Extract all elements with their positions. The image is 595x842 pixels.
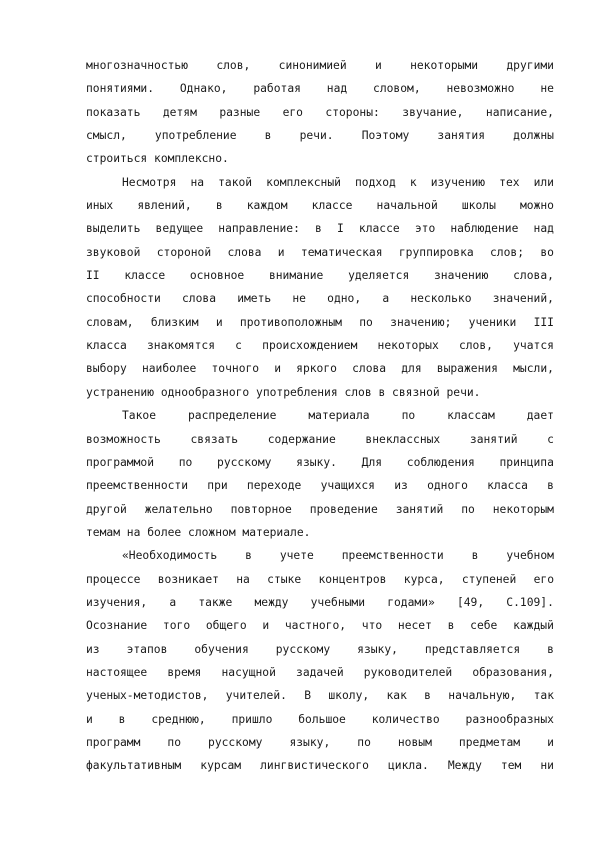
text-word: как xyxy=(386,689,407,703)
text-word: другой xyxy=(86,502,127,516)
text-word: стороны: xyxy=(325,105,380,119)
text-word: «Необходимость xyxy=(122,549,218,563)
text-word: Однако, xyxy=(179,82,228,96)
text-word: годами» xyxy=(387,595,435,609)
text-word: изучению xyxy=(430,175,486,189)
text-word: этапов xyxy=(126,642,168,656)
text-word: также xyxy=(198,595,233,609)
text-line xyxy=(86,54,554,77)
text-word: по xyxy=(357,735,371,749)
text-word: образования, xyxy=(472,665,554,679)
text-word: школу, xyxy=(328,689,370,703)
text-word: и xyxy=(274,362,282,376)
text-word: по xyxy=(401,409,416,423)
text-word: ученых-методистов, xyxy=(86,689,209,703)
text-word: Для xyxy=(361,455,383,469)
text-word: материала xyxy=(308,409,370,423)
text-word: внеклассных xyxy=(365,432,441,446)
text-word: по xyxy=(178,455,193,469)
text-line xyxy=(86,217,554,240)
text-word: разнообразных xyxy=(465,712,554,726)
text-word: тех xyxy=(499,175,520,189)
text-word: в xyxy=(315,222,322,236)
text-word: начальную, xyxy=(448,689,517,703)
text-word: III xyxy=(533,315,554,329)
text-word: словом, xyxy=(373,82,421,96)
text-word: [49, xyxy=(456,595,485,609)
text-word: одно, xyxy=(327,292,362,306)
text-word: частного, xyxy=(284,619,347,633)
text-line xyxy=(86,614,554,637)
text-word: некоторых xyxy=(377,339,439,353)
text-word: синонимией xyxy=(278,59,347,72)
text-word: должны xyxy=(513,129,554,143)
text-word: большое xyxy=(298,712,346,726)
text-word: Несмотря xyxy=(122,175,177,189)
text-line-content: темам на более сложном материале. xyxy=(86,525,311,539)
text-line xyxy=(86,287,554,310)
text-line xyxy=(86,474,554,497)
text-word: употребление xyxy=(154,129,237,143)
text-line xyxy=(86,241,554,264)
text-word: учебном xyxy=(506,549,554,563)
text-line xyxy=(86,451,554,474)
text-word: языку. xyxy=(296,455,337,469)
text-word: понятиями. xyxy=(86,82,155,96)
text-word: по xyxy=(461,502,475,516)
text-word: так xyxy=(533,689,554,703)
text-word: несколько xyxy=(410,292,472,306)
text-word: звуковой xyxy=(86,245,141,259)
text-word: учебными xyxy=(310,595,366,609)
text-word: количество xyxy=(371,712,440,726)
text-word: преемственности xyxy=(341,549,444,563)
text-word: Осознание xyxy=(86,619,148,633)
text-word: ступеней xyxy=(461,572,517,586)
text-word: уделяется xyxy=(348,269,410,283)
text-word: задачей xyxy=(296,665,344,679)
text-word: мысли, xyxy=(513,362,554,376)
text-word: противоположным xyxy=(239,315,342,329)
text-word: русскому xyxy=(208,735,263,749)
text-line xyxy=(86,428,554,451)
text-word: общего xyxy=(205,619,247,633)
text-line xyxy=(86,171,554,194)
text-word: способности xyxy=(86,292,161,306)
text-line xyxy=(86,357,554,380)
text-word: стороной xyxy=(156,245,212,259)
text-word: школы xyxy=(461,199,496,213)
text-line xyxy=(86,521,554,544)
text-word: слов; xyxy=(490,245,525,259)
text-word: направление: xyxy=(218,222,300,236)
text-word: повторное xyxy=(230,502,292,516)
text-word: себе xyxy=(470,619,498,633)
text-word: подход xyxy=(355,175,396,189)
text-word: по xyxy=(167,735,182,749)
text-word: В xyxy=(304,689,312,703)
text-word: работая xyxy=(253,82,301,96)
text-word: выделить xyxy=(86,222,141,236)
text-word: изучения, xyxy=(86,595,148,609)
text-word: тем xyxy=(500,759,522,773)
text-word: между xyxy=(254,595,289,609)
text-word: в xyxy=(447,619,455,633)
text-word: обучения xyxy=(194,642,249,656)
text-word: насущной xyxy=(221,665,276,679)
text-word: языку, xyxy=(357,642,398,656)
text-word: слов, xyxy=(458,339,493,353)
text-word: языку, xyxy=(289,735,331,749)
text-word: а xyxy=(169,595,177,609)
text-word: класса xyxy=(86,339,127,353)
text-word: на xyxy=(236,572,250,586)
text-word: в xyxy=(424,689,431,703)
text-word: слов, xyxy=(216,59,251,72)
text-word: и xyxy=(374,59,382,72)
text-word: во xyxy=(540,245,554,259)
text-word: ведущее xyxy=(155,222,204,236)
text-line xyxy=(86,311,554,334)
text-word: некоторыми xyxy=(410,59,479,72)
text-word: занятий xyxy=(395,502,444,516)
text-word: программ xyxy=(86,735,141,749)
text-word: многозначностью xyxy=(86,59,189,72)
text-word: иных xyxy=(86,199,114,213)
text-word: каждый xyxy=(513,619,554,633)
text-word: при xyxy=(207,479,228,493)
text-word: некоторым xyxy=(492,502,554,516)
text-word: его xyxy=(282,105,303,119)
text-word: слова xyxy=(227,245,262,259)
text-word: учащихся xyxy=(320,479,375,493)
text-word: слова xyxy=(352,362,387,376)
text-word: написание, xyxy=(485,105,554,119)
text-word: С.109]. xyxy=(506,595,554,609)
text-line xyxy=(86,638,554,661)
text-word: тематическая xyxy=(300,245,383,259)
text-word: наблюдение xyxy=(450,222,519,236)
text-word: настоящее xyxy=(86,665,148,679)
text-word: возможность xyxy=(86,432,161,446)
text-word: явлений, xyxy=(137,199,192,213)
text-word: показать xyxy=(86,105,141,119)
text-word: классе xyxy=(358,222,400,236)
text-line xyxy=(86,591,554,614)
text-word: речи. xyxy=(299,129,334,143)
text-word: разные xyxy=(219,105,261,119)
text-word: в xyxy=(118,712,126,726)
text-line xyxy=(86,568,554,591)
text-word: можно xyxy=(519,199,554,213)
text-word: распределение xyxy=(187,409,277,423)
text-word: такой xyxy=(218,175,253,189)
text-line-content: строиться комплексно. xyxy=(86,152,229,166)
text-word: с xyxy=(235,339,242,353)
text-word: в xyxy=(245,549,252,563)
text-word: Такое xyxy=(122,409,157,423)
text-line xyxy=(86,77,554,100)
text-word: цикла. xyxy=(388,759,429,773)
text-word: учете xyxy=(279,549,314,563)
text-word: проведение xyxy=(309,502,378,516)
text-word: в xyxy=(547,479,554,493)
text-word: невозможно xyxy=(446,82,515,96)
text-word: внимание xyxy=(268,269,324,283)
text-word: с xyxy=(547,432,554,446)
text-word: не xyxy=(540,82,554,96)
text-word: стыке xyxy=(267,572,302,586)
text-word: словам, xyxy=(86,315,134,329)
text-word: Между xyxy=(447,759,482,773)
text-word: учителей. xyxy=(225,689,287,703)
text-word: слова, xyxy=(513,269,554,283)
text-word: ни xyxy=(540,759,554,773)
text-word: значений, xyxy=(492,292,554,306)
text-word: желательно xyxy=(144,502,213,516)
text-word: II xyxy=(86,269,100,283)
text-word: выражения xyxy=(436,362,498,376)
text-word: курсам xyxy=(200,759,242,773)
text-word: программой xyxy=(86,455,155,469)
text-word: новым xyxy=(397,735,432,749)
text-word: его xyxy=(533,572,554,586)
text-word: факультативным xyxy=(86,759,182,773)
text-word: руководителей xyxy=(363,665,453,679)
text-word: над xyxy=(533,222,554,236)
text-word: содержание xyxy=(267,432,336,446)
text-line xyxy=(86,731,554,754)
text-word: не xyxy=(292,292,306,306)
text-word: русскому xyxy=(217,455,272,469)
text-line xyxy=(86,264,554,287)
text-word: в xyxy=(471,549,479,563)
text-word: слова xyxy=(182,292,217,306)
text-line xyxy=(86,147,554,170)
text-word: звучание, xyxy=(402,105,464,119)
text-word: связать xyxy=(190,432,239,446)
text-line xyxy=(86,684,554,707)
text-word: смысл, xyxy=(86,129,127,143)
text-line xyxy=(86,544,554,567)
text-word: другими xyxy=(506,59,554,72)
text-word: близким xyxy=(150,315,199,329)
text-word: русскому xyxy=(275,642,331,656)
text-word: знакомятся xyxy=(146,339,215,353)
text-word: I xyxy=(336,222,344,236)
text-line xyxy=(86,381,554,404)
text-word: значению xyxy=(434,269,489,283)
text-word: а xyxy=(382,292,390,306)
text-word: над xyxy=(326,82,348,96)
text-word: в xyxy=(264,129,272,143)
text-word: концентров xyxy=(318,572,387,586)
text-word: занятия xyxy=(437,129,486,143)
text-word: в xyxy=(215,199,223,213)
text-word: время xyxy=(167,665,202,679)
text-word: класса xyxy=(487,479,528,493)
text-word: и xyxy=(547,735,554,749)
text-word: для xyxy=(401,362,422,376)
text-word: преемственности xyxy=(86,479,189,493)
text-word: на xyxy=(190,175,205,189)
text-word: лингвистического xyxy=(260,759,369,773)
text-line xyxy=(86,334,554,357)
text-word: ученики xyxy=(468,315,517,329)
text-word: в xyxy=(547,642,554,656)
text-line xyxy=(86,661,554,684)
text-word: или xyxy=(533,175,554,189)
text-word: процессе xyxy=(86,572,141,586)
text-word: классе xyxy=(311,199,353,213)
text-word: представляется xyxy=(424,642,521,656)
text-word: каждом xyxy=(246,199,288,213)
text-word: иметь xyxy=(237,292,272,306)
text-word: занятий xyxy=(469,432,518,446)
text-word: выбору xyxy=(86,362,127,376)
text-word: группировка xyxy=(398,245,474,259)
text-word: принципа xyxy=(499,455,554,469)
text-line xyxy=(86,101,554,124)
text-word: значению; xyxy=(390,315,452,329)
text-word: пришло xyxy=(231,712,273,726)
text-line xyxy=(86,498,554,521)
text-word: что xyxy=(361,619,383,633)
text-word: классе xyxy=(124,269,166,283)
text-word: это xyxy=(414,222,436,236)
text-word: и xyxy=(277,245,285,259)
text-word: наиболее xyxy=(141,362,197,376)
text-word: предметам xyxy=(458,735,521,749)
text-word: и xyxy=(262,619,270,633)
text-word: одного xyxy=(427,479,468,493)
text-word: и xyxy=(86,712,93,726)
text-word: Поэтому xyxy=(361,129,410,143)
text-word: яркого xyxy=(296,362,337,376)
text-word: того xyxy=(162,619,191,633)
text-line xyxy=(86,404,554,427)
text-word: несет xyxy=(397,619,432,633)
text-word: из xyxy=(394,479,408,493)
text-word: курса, xyxy=(403,572,445,586)
text-word: из xyxy=(86,642,100,656)
body-text xyxy=(86,54,554,778)
text-line xyxy=(86,708,554,731)
text-line xyxy=(86,124,554,147)
text-word: по xyxy=(359,315,373,329)
text-line xyxy=(86,194,554,217)
text-word: дает xyxy=(526,409,554,423)
text-word: классам xyxy=(447,409,495,423)
text-word: детям xyxy=(162,105,197,119)
text-word: соблюдения xyxy=(406,455,475,469)
text-word: точного xyxy=(211,362,260,376)
text-word: переходе xyxy=(246,479,302,493)
text-word: комплексный xyxy=(266,175,341,189)
text-line-content: устранению однообразного употребления слов в связной речи. xyxy=(86,385,481,399)
text-word: основное xyxy=(189,269,245,283)
text-line xyxy=(86,754,554,777)
text-word: среднюю, xyxy=(151,712,206,726)
text-word: к xyxy=(409,175,417,189)
text-word: учатся xyxy=(513,339,554,353)
text-word: начальной xyxy=(376,199,438,213)
text-word: происхождением xyxy=(262,339,358,353)
text-word: и xyxy=(215,315,223,329)
text-word: возникает xyxy=(157,572,219,586)
